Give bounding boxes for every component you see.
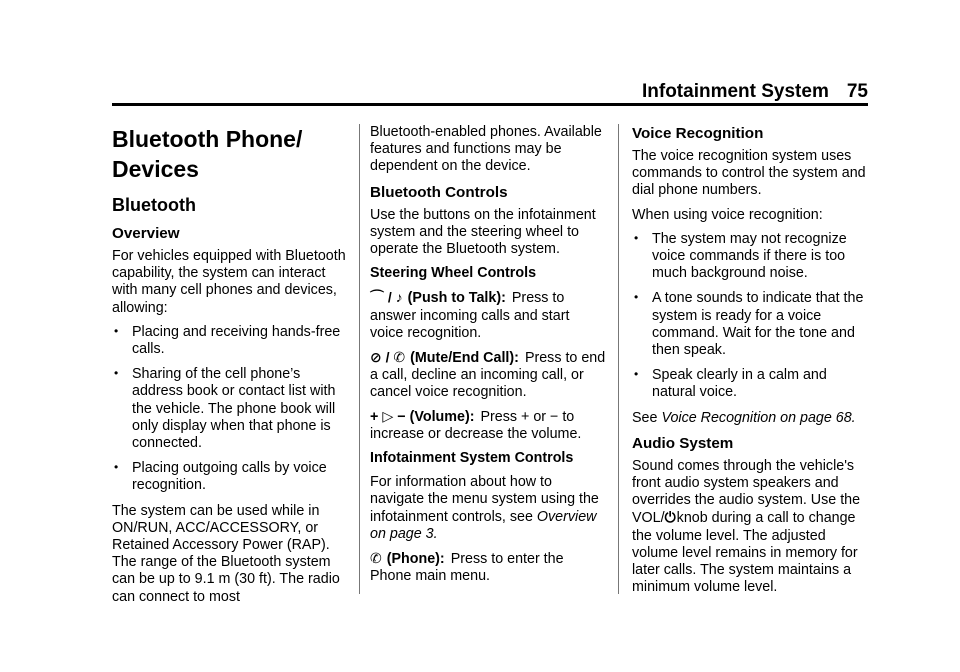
mute-end-call-icon: ⊘ / ✆ — [370, 349, 406, 366]
power-knob-icon: ⏻ — [664, 509, 676, 526]
mute-end-call-entry: ⊘ / ✆ (Mute/End Call): Press to end a call, decline an incoming call, or cancel voice recognition. — [370, 349, 606, 401]
cross-reference: Overview on page 3. — [370, 508, 597, 542]
column-divider — [359, 124, 360, 594]
paragraph: When using voice recognition: — [632, 206, 823, 223]
column-divider — [618, 124, 619, 594]
paragraph: The system can be used while in ON/RUN, ACC/ACCESSORY, or Retained Accessory Power (RAP). The range of the Bluetooth system can be up to 9.1 m (30 ft). The radio can connect to most — [112, 502, 340, 605]
cross-reference: Voice Recognition on page 68. — [661, 409, 856, 426]
paragraph: Bluetooth-enabled phones. Available features and functions may be dependent on the device. — [370, 124, 602, 175]
column-1 — [112, 124, 348, 613]
heading-infotainment-controls: Infotainment System Controls — [370, 450, 574, 467]
heading-voice-recognition: Voice Recognition — [632, 125, 764, 142]
paragraph: For vehicles equipped with Bluetooth capability, the system can interact with many cell phones and devices, allowing: — [112, 248, 346, 316]
phone-entry: ✆ (Phone): Press to enter the Phone main menu. — [370, 550, 564, 585]
column-3 — [632, 124, 868, 603]
phone-icon: ✆ — [370, 550, 382, 567]
bullet-item: • The system may not recognize voice commands if there is too much background noise. — [632, 231, 868, 283]
page-header — [112, 81, 868, 103]
paragraph: Use the buttons on the infotainment system and the steering wheel to operate the Bluetooth system. — [370, 206, 596, 258]
heading-bluetooth-controls: Bluetooth Controls — [370, 183, 508, 201]
push-to-talk-entry: ⌒ / ♪ (Push to Talk): Press to answer incoming calls and start voice recognition. — [370, 289, 570, 341]
heading-bluetooth: Bluetooth — [112, 195, 196, 215]
heading-overview: Overview — [112, 225, 180, 242]
push-to-talk-icon: ⌒ / ♪ — [370, 289, 403, 306]
section-title: Infotainment System — [641, 81, 829, 102]
heading-steering-wheel-controls: Steering Wheel Controls — [370, 265, 537, 282]
volume-entry: + ▷ − (Volume): Press + or − to increase or decrease the volume. — [370, 408, 582, 442]
paragraph: For information about how to navigate the menu system using the infotainment controls, see Overview on page 3. — [370, 474, 599, 542]
header-rule — [112, 103, 868, 106]
bullet-item: • Speak clearly in a calm and natural voice. — [632, 367, 868, 401]
bullet-item: • Placing outgoing calls by voice recognition. — [112, 460, 348, 494]
paragraph: The voice recognition system uses commands to control the system and dial phone numbers. — [632, 148, 866, 199]
paragraph: Sound comes through the vehicle's front audio system speakers and overrides the audio system. Use the VOL/⏻knob during a call to change the volume level. The adjusted volume level remains in memory for later calls. The system maintains a minimum volume level. — [632, 457, 861, 596]
page-number: 75 — [846, 81, 868, 102]
heading-audio-system: Audio System — [632, 434, 734, 452]
bullet-item: • A tone sounds to indicate that the system is ready for a voice command. Wait for the tone and then speak. — [632, 290, 868, 359]
chapter-title: Bluetooth Phone/ Devices — [112, 126, 303, 182]
column-2 — [370, 124, 606, 592]
see-reference: See Voice Recognition on page 68. — [632, 409, 856, 426]
bullet-item: • Placing and receiving hands-free calls. — [112, 324, 348, 358]
bullet-item: • Sharing of the cell phone’s address book or contact list with the vehicle. The phone book will only display when that phone is connected. — [112, 366, 348, 452]
